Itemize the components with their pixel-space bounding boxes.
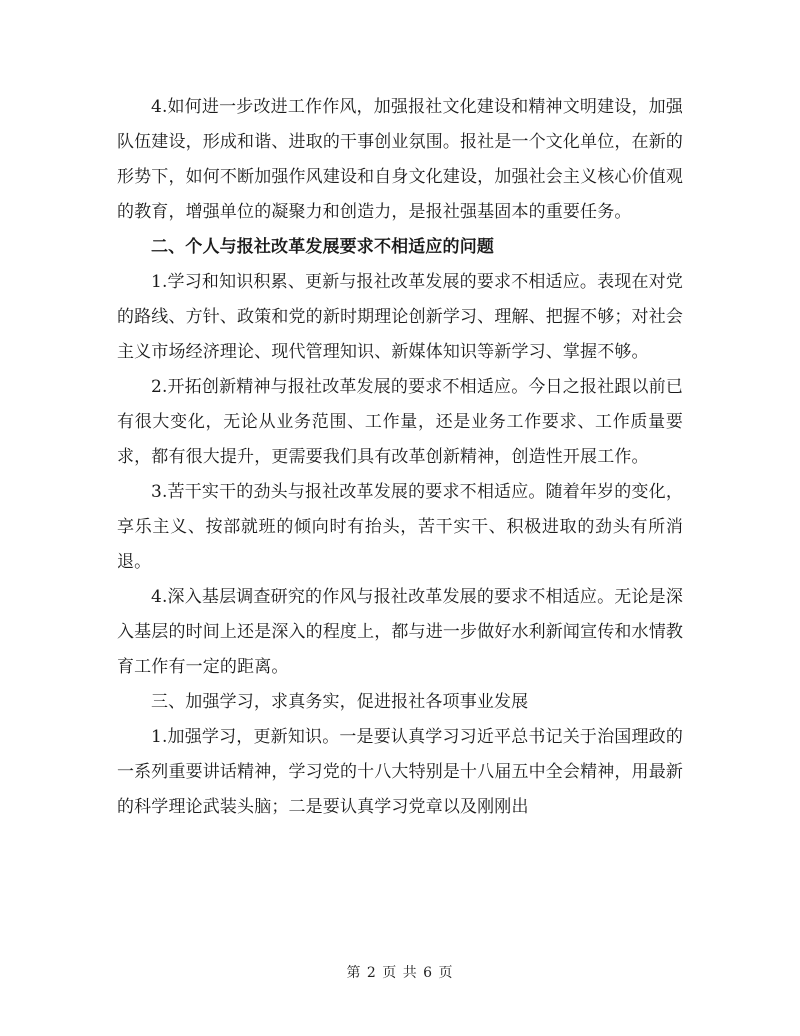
paragraph-item-4-work-style: 4.如何进一步改进工作作风，加强报社文化建设和精神文明建设，加强队伍建设，形成和谐、进取的干事创业氛围。报社是一个文化单位，在新的形势下，如何不断加强作风建设和自身文化建设，加强社会主义核心价值观的教育，增强单位的凝聚力和创造力，是报社强基固本的重要任务。: [117, 97, 683, 222]
document-body: [117, 90, 683, 825]
section-heading-2: 二、个人与报社改革发展要求不相适应的问题: [151, 237, 494, 257]
paragraph-item-2-innovation: 2.开拓创新精神与报社改革发展的要求不相适应。今日之报社跟以前已有很大变化，无论从业务范围、工作量，还是业务工作要求、工作质量要求，都有很大提升，更需要我们具有改革创新精神，创造性开展工作。: [117, 377, 683, 467]
paragraph-item-3-hard-work: 3.苦干实干的劲头与报社改革发展的要求不相适应。随着年岁的变化，享乐主义、按部就班的倾向时有抬头，苦干实干、积极进取的劲头有所消退。: [117, 482, 683, 572]
paragraph-item-4-grassroots: 4.深入基层调查研究的作风与报社改革发展的要求不相适应。无论是深入基层的时间上还是深入的程度上，都与进一步做好水利新闻宣传和水情教育工作有一定的距离。: [117, 587, 683, 677]
paragraph-item-1-learning: 1.学习和知识积累、更新与报社改革发展的要求不相适应。表现在对党的路线、方针、政策和党的新时期理论创新学习、理解、把握不够；对社会主义市场经济理论、现代管理知识、新媒体知识等新学习、掌握不够。: [117, 272, 683, 362]
page-number-footer: 第 2 页 共 6 页: [346, 965, 454, 981]
section-heading-3: 三、加强学习，求真务实，促进报社各项事业发展: [151, 692, 529, 712]
paragraph-item-1-study: 1.加强学习，更新知识。一是要认真学习习近平总书记关于治国理政的一系列重要讲话精神，学习党的十八大特别是十八届五中全会精神，用最新的科学理论武装头脑；二是要认真学习党章以及刚刚出: [117, 727, 683, 817]
